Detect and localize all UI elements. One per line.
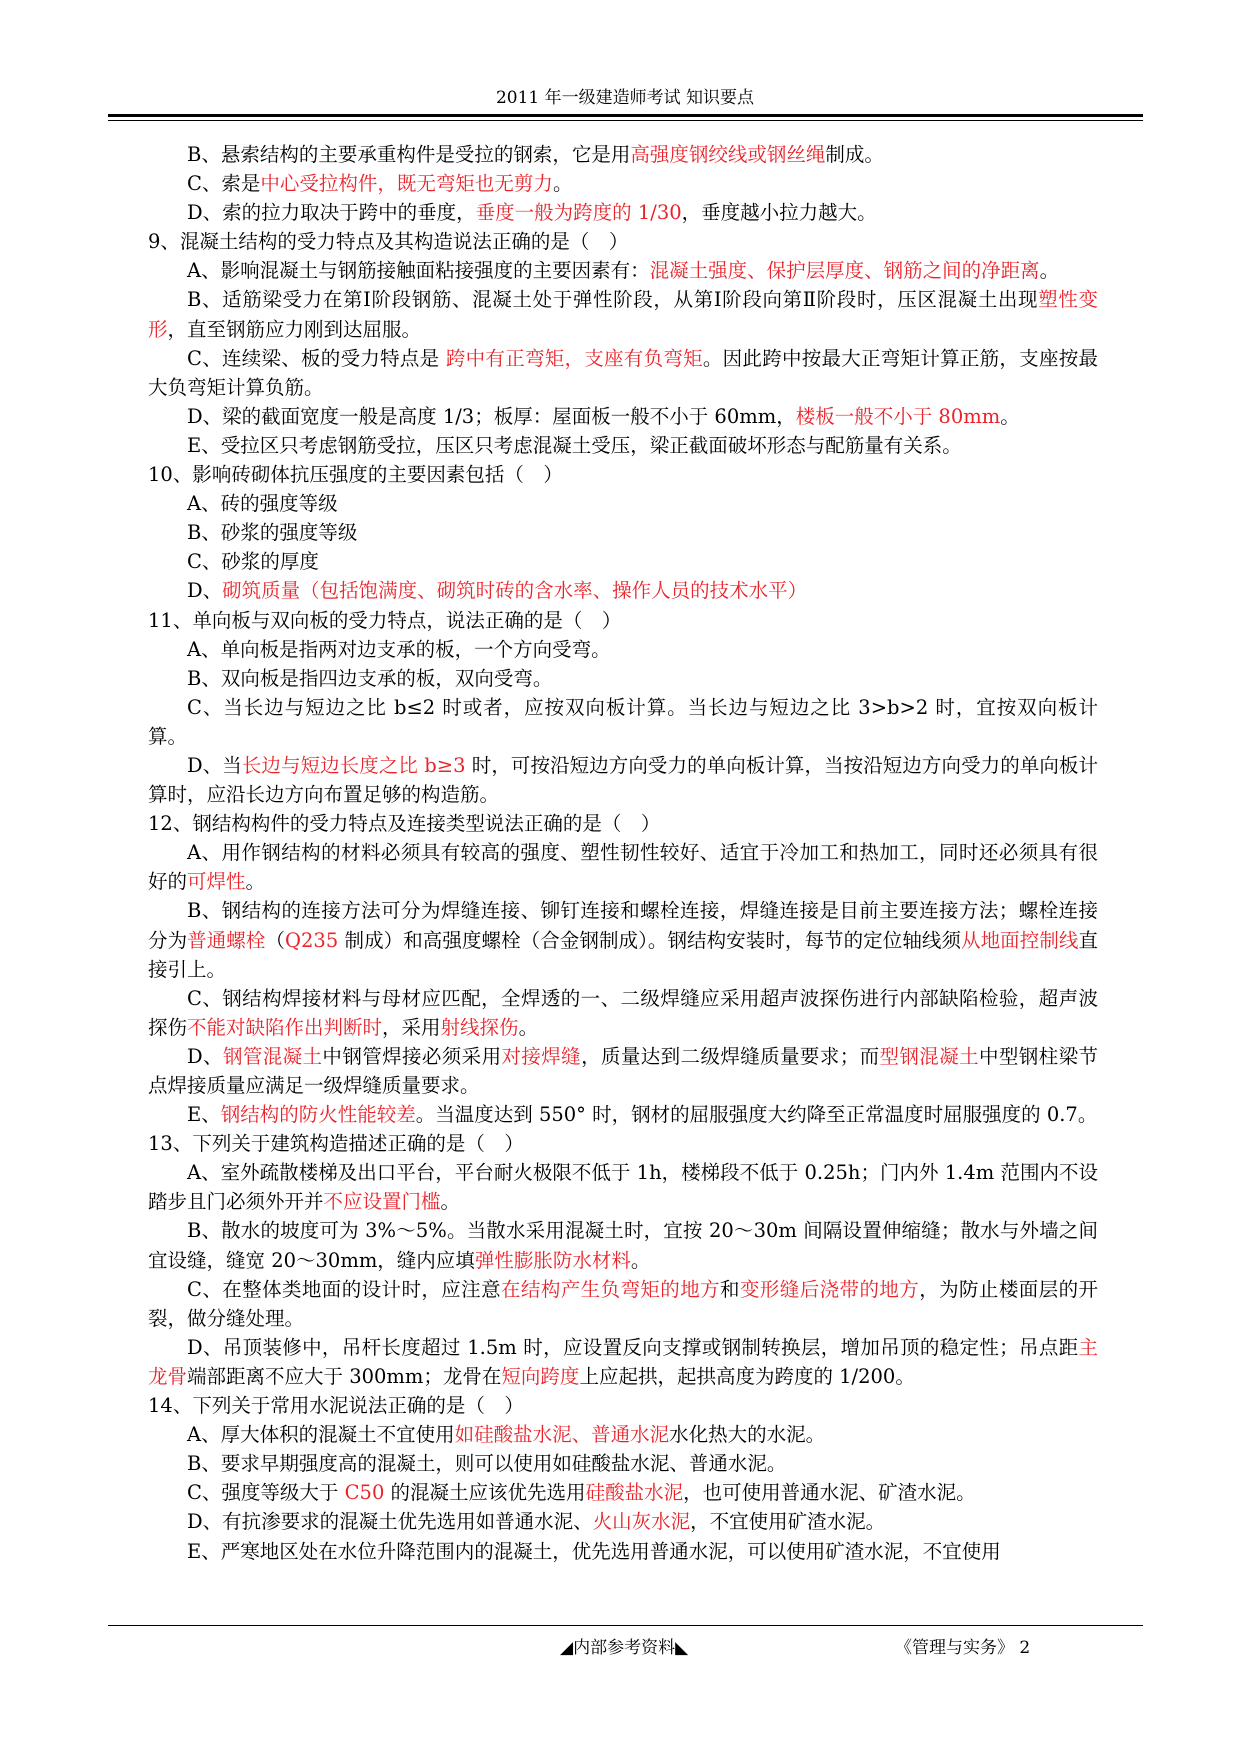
text-run: C、索是 [187,172,261,196]
question-item [148,606,1098,635]
option-item [148,984,1098,1042]
text-run: ，直至钢筋应力刚到达屈服。 [167,317,422,341]
text-run: C、砂浆的厚度 [187,550,319,574]
document-body [148,140,1098,1566]
option-item [148,518,1098,547]
highlighted-text: 混凝土强度、保护层厚度、钢筋之间的净距离 [649,259,1040,283]
highlighted-text: 楼板一般不小于 80mm [795,404,1001,428]
text-run: C、连续梁、板的受力特点是 [187,346,446,370]
text-run: 上应起拱，起拱高度为跨度的 1/200。 [579,1364,915,1388]
footer-page-info: 《管理与实务》 2 [895,1638,1031,1658]
text-run: ，采用 [382,1015,441,1039]
text-run: D、索的拉力取决于跨中的垂度， [187,201,476,225]
highlighted-text: 型钢混凝土 [879,1044,979,1068]
text-run: D、梁的截面宽度一般是高度 1/3；板厚：屋面板一般不小于 60mm， [187,404,796,428]
text-run: （ [265,928,286,952]
highlighted-text: 普通螺栓 [187,928,266,952]
highlighted-text: 长边与短边长度之比 b≥3 [241,753,466,777]
highlighted-text: 主龙骨 [148,1335,1098,1388]
text-run: B、悬索结构的主要承重构件是受拉的钢索，它是用 [187,143,631,166]
text-run: D、当 [187,753,242,777]
text-run: ，垂度越小拉力越大。 [681,201,877,225]
option-item [148,635,1098,664]
option-item [148,431,1098,460]
text-run: 11、单向板与双向板的受力特点，说法正确的是（ ） [148,608,622,632]
text-run: 中钢管焊接必须采用 [322,1044,502,1068]
text-run: 时，可按沿短边方向受力的单向板计算，当按沿短边方向受力的单向板计算时，应沿长边方向布置足够的构造筋。 [148,753,1099,807]
text-run: 的混凝土应该优先选用 [384,1481,586,1505]
question-item [148,1391,1098,1420]
text-run: 。 [1039,259,1060,283]
text-run: B、适筋梁受力在第Ⅰ阶段钢筋、混凝土处于弹性阶段，从第Ⅰ阶段向第Ⅱ阶段时，压区混凝土出现 [187,288,1039,312]
text-run: ，质量达到二级焊缝质量要求；而 [581,1044,880,1068]
text-run: ，不宜使用矿渣水泥。 [690,1510,886,1534]
text-run: A、室外疏散楼梯及出口平台，平台耐火极限不低于 1h，楼梯段不低于 0.25h；门内外 1.4m 范围内不设踏步且门必须外开并 [148,1161,1098,1214]
option-item [148,256,1098,285]
highlighted-text: 弹性膨胀防水材料 [474,1248,631,1272]
text-run: 14、下列关于常用水泥说法正确的是（ ） [148,1394,524,1418]
header-divider-thin [108,120,1143,121]
highlighted-text: 高强度钢绞线或钢丝绳 [630,143,826,166]
highlighted-text: C50 [344,1481,385,1505]
text-run: B、砂浆的强度等级 [187,521,358,545]
text-run: E、 [187,1103,221,1127]
question-item [148,460,1098,489]
option-item [148,838,1098,896]
highlighted-text: 不能对缺陷作出判断时 [187,1015,383,1039]
text-run: 制成。 [825,143,884,166]
text-run: 10、影响砖砌体抗压强度的主要因素包括（ ） [148,463,563,487]
text-run: 。 [518,1015,539,1039]
text-run: 和 [720,1277,740,1301]
text-run: 13、下列关于建筑构造描述正确的是（ ） [148,1132,524,1156]
option-item [148,1216,1098,1274]
text-run: 水化热大的水泥。 [669,1423,826,1447]
option-item [148,285,1098,343]
text-run: E、受拉区只考虑钢筋受拉，压区只考虑混凝土受压，梁正截面破坏形态与配筋量有关系。 [187,433,962,457]
option-item [148,1478,1098,1507]
question-item [148,809,1098,838]
text-run: A、砖的强度等级 [187,492,338,516]
option-item [148,1449,1098,1478]
option-item [148,1158,1098,1216]
option-item [148,1275,1098,1333]
text-run: 。 [245,870,266,894]
text-run: C、强度等级大于 [187,1481,345,1505]
highlighted-text: 不应设置门槛 [323,1190,441,1214]
highlighted-text: 跨中有正弯矩，支座有负弯矩 [445,346,703,370]
text-run: 。 [440,1190,461,1214]
text-run: 端部距离不应大于 300mm；龙骨在 [187,1364,502,1388]
text-run: A、单向板是指两对边支承的板，一个方向受弯。 [187,637,611,661]
footer-label: ◢内部参考资料◣ [560,1638,689,1658]
option-item [148,402,1098,431]
question-item [148,227,1098,256]
option-item [148,1100,1098,1129]
highlighted-text: 砌筑质量（包括饱满度、砌筑时砖的含水率、操作人员的技术水平） [222,579,808,603]
question-item [148,1129,1098,1158]
text-run: 。 [552,172,573,196]
text-run: D、 [187,1044,223,1068]
text-run: C、钢结构焊接材料与母材应匹配，全焊透的一、二级焊缝应采用超声波探伤进行内部缺陷检验，超声波探伤 [148,986,1098,1039]
highlighted-text: 可焊性 [187,870,246,894]
text-run: D、吊顶装修中，吊杆长度超过 1.5m 时，应设置反向支撑或钢制转换层，增加吊顶的稳定性；吊点距 [187,1335,1079,1359]
highlighted-text: 硅酸盐水泥 [585,1481,684,1505]
option-item [148,169,1098,198]
text-run: A、影响混凝土与钢筋接触面粘接强度的主要因素有： [187,259,650,283]
text-run: A、用作钢结构的材料必须具有较高的强度、塑性韧性较好、适宜于冷加工和热加工，同时还必须具有很好的 [148,841,1098,894]
highlighted-text: 在结构产生负弯矩的地方 [501,1277,721,1301]
option-item [148,664,1098,693]
option-item [148,489,1098,518]
text-run: ，也可使用普通水泥、矿渣水泥。 [683,1481,976,1505]
text-run: 12、钢结构构件的受力特点及连接类型说法正确的是（ ） [148,812,661,836]
highlighted-text: 钢管混凝土 [222,1044,323,1068]
text-run: B、钢结构的连接方法可分为焊缝连接、铆钉连接和螺栓连接，焊缝连接是目前主要连接方法；螺栓连接分为 [148,899,1098,952]
header-divider-thick [108,114,1143,117]
highlighted-text: 对接焊缝 [501,1044,582,1068]
option-item [148,896,1098,983]
text-run: ，为防止楼面层的开裂，做分缝处理。 [148,1277,1098,1330]
option-item [148,1537,1098,1566]
option-item [148,576,1098,605]
highlighted-text: 火山灰水泥 [592,1510,691,1534]
text-run: 制成）和高强度螺栓（合金钢制成）。钢结构安装时，每节的定位轴线须 [338,928,962,952]
text-run: 。 [1000,404,1020,428]
option-item [148,693,1098,751]
text-run: A、厚大体积的混凝土不宜使用 [187,1423,455,1447]
text-run: B、双向板是指四边支承的板，双向受弯。 [187,666,553,690]
highlighted-text: 塑性变形 [148,288,1098,341]
option-item [148,140,1098,169]
text-run: B、散水的坡度可为 3%～5%。当散水采用混凝土时，宜按 20～30m 间隔设置伸缩缝；散水与外墙之间宜设缝，缝宽 20～30mm，缝内应填 [148,1219,1098,1272]
highlighted-text: 从地面控制线 [961,928,1079,952]
option-item [148,547,1098,576]
text-run: D、 [187,579,223,603]
text-run: 。 [630,1248,651,1272]
footer-divider [108,1625,1143,1626]
option-item [148,751,1098,809]
option-item [148,344,1098,402]
highlighted-text: 射线探伤 [440,1015,519,1039]
text-run: C、当长边与短边之比 b≤2 时或者，应按双向板计算。当长边与短边之比 3>b>2 时，宜按双向板计算。 [148,695,1098,748]
text-run: 。因此跨中按最大正弯矩计算正筋，支座按最大负弯矩计算负筋。 [148,346,1098,399]
text-run: E、严寒地区处在水位升降范围内的混凝土，优先选用普通水泥，可以使用矿渣水泥，不宜使用 [187,1539,1001,1563]
highlighted-text: 变形缝后浇带的地方 [739,1277,920,1301]
highlighted-text: 垂度一般为跨度的 1/30 [475,201,682,225]
text-run: 。当温度达到 550° 时，钢材的屈服强度大约降至正常温度时屈服强度的 0.7。 [415,1103,1098,1127]
option-item [148,1507,1098,1536]
highlighted-text: 钢结构的防火性能较差 [220,1103,416,1127]
highlighted-text: 如硅酸盐水泥、普通水泥 [454,1423,670,1447]
highlighted-text: 短向跨度 [501,1364,580,1388]
page-header: 2011 年一级建造师考试 知识要点 [495,88,755,108]
text-run: 直接引上。 [148,928,1098,981]
option-item [148,198,1098,227]
text-run: B、要求早期强度高的混凝土，则可以使用如硅酸盐水泥、普通水泥。 [187,1452,787,1476]
text-run: C、在整体类地面的设计时，应注意 [187,1277,502,1301]
highlighted-text: Q235 [285,928,339,952]
option-item [148,1333,1098,1391]
highlighted-text: 中心受拉构件，既无弯矩也无剪力 [260,172,553,196]
text-run: D、有抗渗要求的混凝土优先选用如普通水泥、 [187,1510,593,1534]
text-run: 中型钢柱梁节点焊接质量应满足一级焊缝质量要求。 [148,1044,1098,1097]
option-item [148,1420,1098,1449]
option-item [148,1042,1098,1100]
text-run: 9、混凝土结构的受力特点及其构造说法正确的是（ ） [148,230,629,254]
